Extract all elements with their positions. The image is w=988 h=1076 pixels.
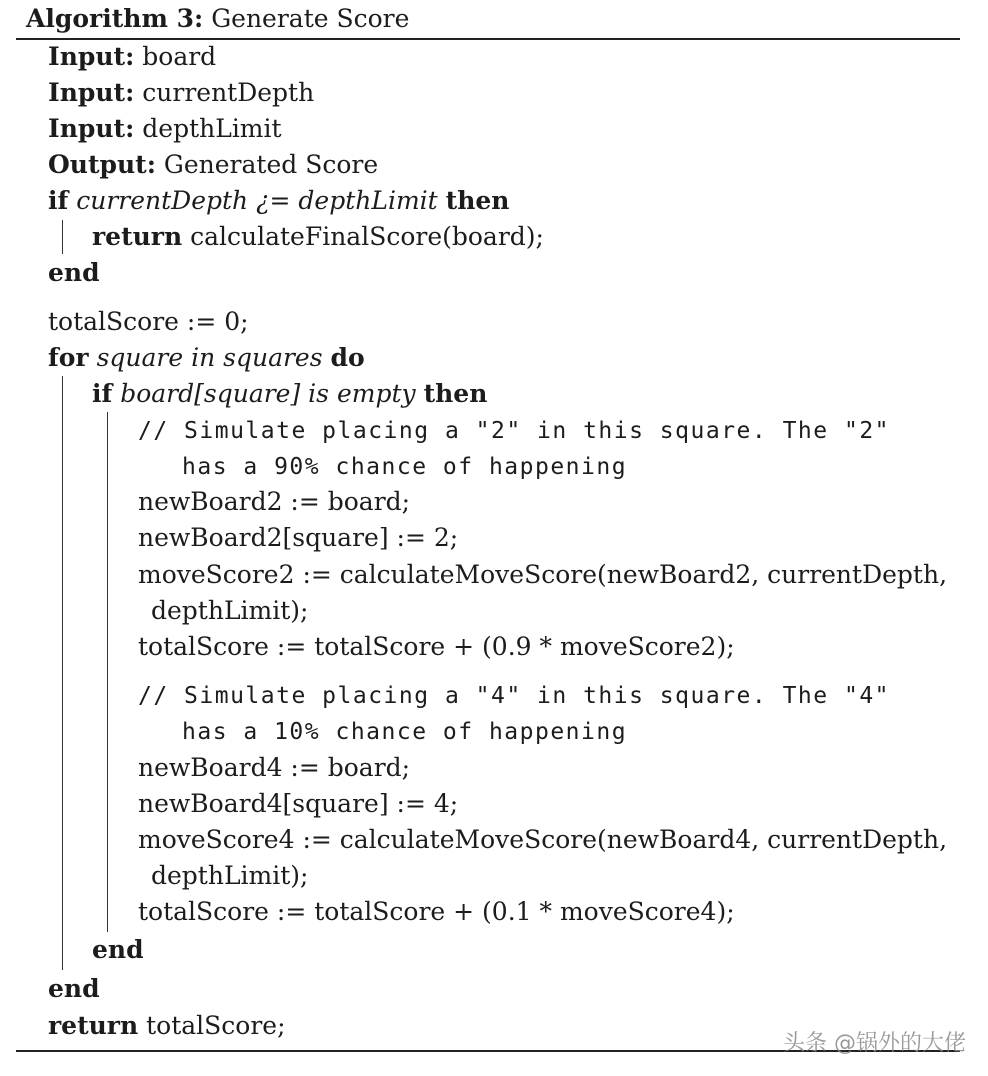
if-depth-line [48,186,509,216]
move-score2-line-a [138,560,947,590]
set-square-4-line [138,789,458,819]
top-rule [16,38,960,40]
if-empty-line [92,379,487,409]
if-depth-condition: currentDepth ¿= depthLimit [76,186,438,215]
if-empty-bar [107,412,108,932]
end-keyword: end [48,258,100,287]
move-score4-expr-b: depthLimit); [151,861,309,890]
end-keyword: end [92,935,144,964]
input-depth-limit: depthLimit [142,114,282,143]
input-line-1 [48,42,216,72]
set-square-2-expr: newBoard2[square] := 2; [138,523,459,552]
new-board2-line [138,487,410,517]
new-board4-expr: newBoard4 := board; [138,753,411,782]
comment-2-line-a [138,416,890,446]
do-keyword: do [330,343,365,372]
watermark: 头条 @锅外的大佬 [783,1031,966,1056]
comment-4-text-b: has a 10% chance of happening [182,719,628,745]
total-score-09-line [138,632,735,662]
total-score-01-line [138,897,735,927]
output-line [48,150,378,180]
end-for-line [48,974,100,1004]
set-square-4-expr: newBoard4[square] := 4; [138,789,459,818]
move-score2-expr-a: moveScore2 := calculateMoveScore(newBoard2, currentDepth, [138,560,948,589]
return-final-expr: calculateFinalScore(board); [190,222,544,251]
end-keyword: end [48,974,100,1003]
input-line-3 [48,114,282,144]
if-keyword: if [92,379,113,408]
new-board4-line [138,753,410,783]
for-bar [62,376,63,970]
algorithm-caption [26,4,409,34]
if-keyword: if [48,186,69,215]
input-board: board [142,42,217,71]
end-if-depth-line [48,258,100,288]
end-if-empty-line [92,935,144,965]
comment-4-line-a [138,681,890,711]
then-keyword: then [445,186,510,215]
then-keyword: then [423,379,488,408]
move-score4-line-a [138,825,947,855]
comment-4-text-a: // Simulate placing a "4" in this square. The "4" [138,683,891,709]
for-condition: square in squares [96,343,323,372]
move-score4-line-b [151,861,308,891]
input-keyword: Input: [48,78,135,107]
return-total-line [48,1011,286,1041]
algorithm-label: Algorithm 3: [26,4,204,33]
for-keyword: for [48,343,89,372]
total-score-09-expr: totalScore := totalScore + (0.9 * moveScore2); [138,632,735,661]
return-keyword: return [92,222,183,251]
if-empty-condition: board[square] is empty [120,379,416,408]
if-depth-bar [62,220,63,254]
init-total-line [48,307,249,337]
output-keyword: Output: [48,150,156,179]
new-board2-expr: newBoard2 := board; [138,487,411,516]
comment-4-line-b [182,717,627,747]
input-keyword: Input: [48,114,135,143]
algorithm-title: Generate Score [211,4,410,33]
move-score4-expr-a: moveScore4 := calculateMoveScore(newBoard4, currentDepth, [138,825,948,854]
total-score-01-expr: totalScore := totalScore + (0.1 * moveScore4); [138,897,735,926]
comment-2-text-a: // Simulate placing a "2" in this square. The "2" [138,418,891,444]
for-line [48,343,365,373]
init-total-expr: totalScore := 0; [48,307,249,336]
input-line-2 [48,78,314,108]
move-score2-expr-b: depthLimit); [151,596,309,625]
return-keyword: return [48,1011,139,1040]
return-final-line [92,222,544,252]
comment-2-line-b [182,452,627,482]
comment-2-text-b: has a 90% chance of happening [182,454,628,480]
input-keyword: Input: [48,42,135,71]
output-value: Generated Score [163,150,379,179]
input-current-depth: currentDepth [142,78,315,107]
return-total-expr: totalScore; [146,1011,286,1040]
move-score2-line-b [151,596,308,626]
set-square-2-line [138,523,458,553]
